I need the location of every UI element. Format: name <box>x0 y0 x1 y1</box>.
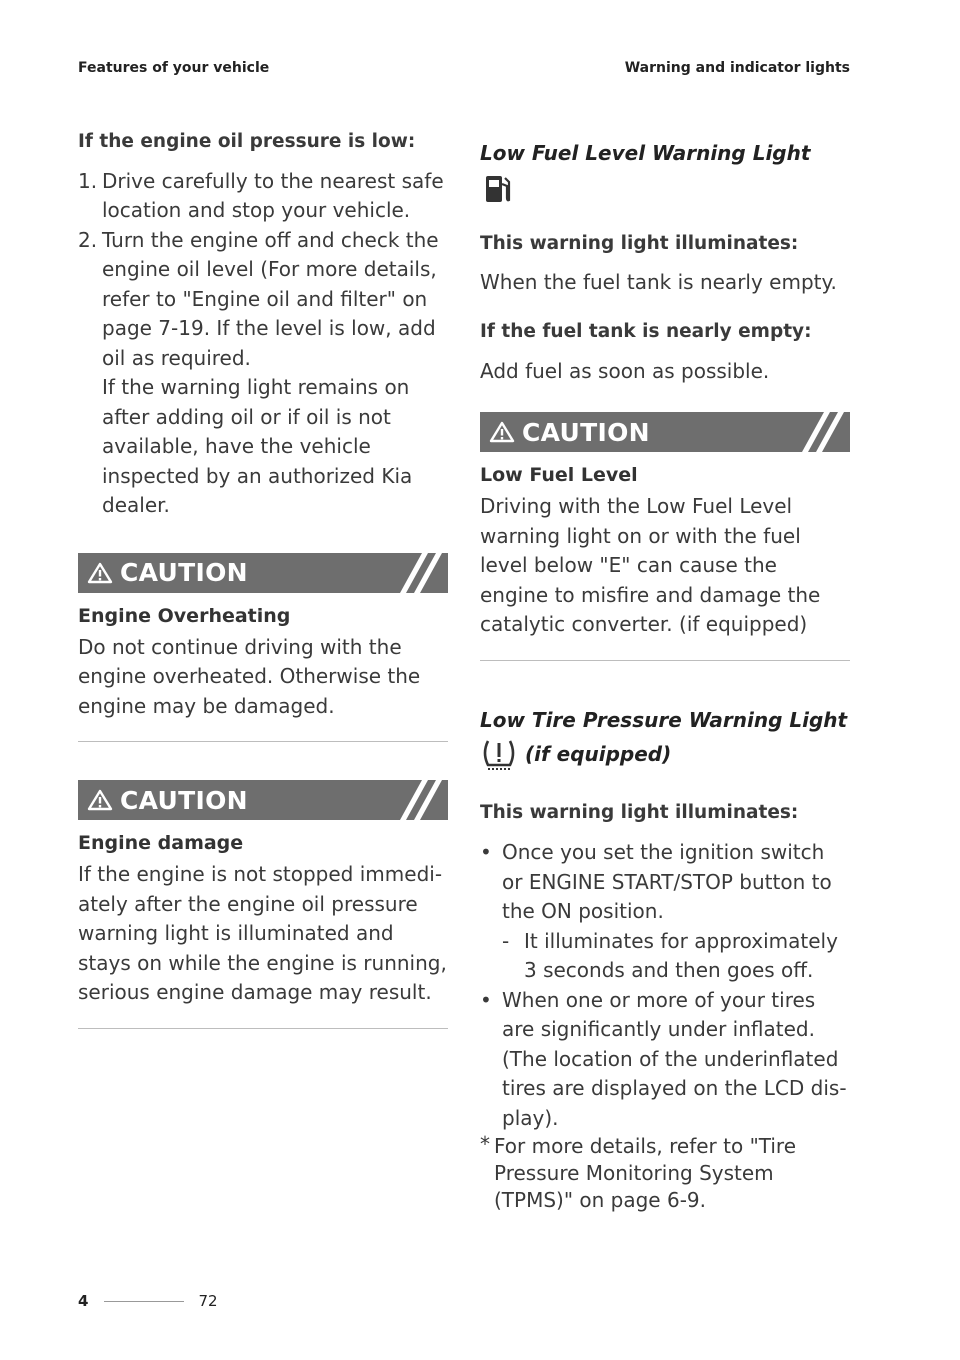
step-text: Drive carefully to the nearest safe location and stop your vehicle. <box>102 168 444 223</box>
asterisk: * <box>480 1132 490 1157</box>
bullet-text: When one or more of your tires are significantly under inflated. (The location of the underinflated tires are displayed on the LCD dis-play). <box>502 987 847 1130</box>
footnote-text: For more details, refer to "Tire Pressure Monitoring System (TPMS)" on page 6-9. <box>494 1134 797 1213</box>
list-item <box>480 986 850 1134</box>
fuel-warning-title-text: Low Fuel Level Warning Light <box>480 141 811 165</box>
fuel-illum-heading: This warning light illuminates: <box>480 232 799 254</box>
list-item <box>78 167 448 226</box>
tire-bullets <box>480 838 850 927</box>
caution-banner <box>78 553 448 593</box>
list-item <box>78 226 448 521</box>
caution-label: CAUTION <box>120 785 248 815</box>
running-header-left: Features of your vehicle <box>78 60 270 76</box>
caution-title: Engine Overheating <box>78 604 291 627</box>
oil-steps-list <box>78 167 448 521</box>
divider <box>480 660 850 661</box>
fuel-illum-text: When the fuel tank is nearly empty. <box>480 270 837 295</box>
right-column <box>480 136 850 1214</box>
caution-label: CAUTION <box>522 417 650 447</box>
caution-title: Low Fuel Level <box>480 464 638 487</box>
tire-bullets <box>480 986 850 1134</box>
caution-slash-decoration <box>378 553 448 593</box>
footer-rule <box>104 1301 184 1302</box>
caution-text: Driving with the Low Fuel Level warning light on or with the fuel level below "E" can cause the engine to misfire and damage the catalytic converter. (if equipped) <box>480 494 821 637</box>
caution-text: If the engine is not stopped immedi-ately after the engine oil pressure warning light is illuminated and stays on while the engine is running, serious engine damage may result. <box>78 862 447 1005</box>
divider <box>78 1028 448 1029</box>
bullet-dot: • <box>480 987 492 1012</box>
left-column <box>78 130 448 1029</box>
bullet-dot: • <box>480 840 492 865</box>
caution-title: Engine damage <box>78 832 244 855</box>
divider <box>78 741 448 742</box>
footnote <box>480 1133 850 1214</box>
step-number: 1. <box>78 168 98 193</box>
tire-warning-title <box>480 703 850 774</box>
tire-pressure-icon <box>480 737 518 773</box>
caution-banner <box>78 780 448 820</box>
page-number: 72 <box>198 1292 218 1310</box>
tire-warning-title-suffix: (if equipped) <box>524 741 672 766</box>
tire-illum-heading: This warning light illuminates: <box>480 802 799 824</box>
fuel-empty-heading: If the fuel tank is nearly empty: <box>480 320 812 342</box>
caution-slash-decoration <box>378 780 448 820</box>
step-followup: If the warning light remains on after adding oil or if oil is not available, have the vehicle inspected by an authorized Kia dealer. <box>102 375 413 518</box>
oil-pressure-heading: If the engine oil pressure is low: <box>78 131 416 152</box>
sub-item-text: It illuminates for approximately 3 seconds and then goes off. <box>524 928 838 983</box>
warning-triangle-icon <box>86 561 114 585</box>
fuel-warning-title <box>480 136 850 206</box>
warning-triangle-icon <box>488 420 516 444</box>
fuel-empty-text: Add fuel as soon as possible. <box>480 358 770 383</box>
dash-mark: - <box>502 928 510 953</box>
fuel-pump-icon <box>480 172 514 206</box>
list-item <box>480 838 850 927</box>
page-footer <box>78 1292 218 1310</box>
sub-item <box>502 927 850 986</box>
step-number: 2. <box>78 227 98 252</box>
caution-slash-decoration <box>780 412 850 452</box>
tire-warning-title-text: Low Tire Pressure Warning Light <box>480 707 848 732</box>
chapter-number: 4 <box>78 1292 89 1310</box>
running-header-right: Warning and indicator lights <box>624 60 850 76</box>
bullet-text: Once you set the ignition switch or ENGINE START/STOP button to the ON position. <box>502 840 832 924</box>
warning-triangle-icon <box>86 788 114 812</box>
step-text: Turn the engine off and check the engine oil level (For more details, refer to "Engine oil and filter" on page 7-19. If the level is low, add oil as required. <box>102 227 439 370</box>
caution-banner <box>480 412 850 452</box>
caution-text: Do not continue driving with the engine overheated. Otherwise the engine may be damaged. <box>78 634 421 718</box>
caution-label: CAUTION <box>120 558 248 588</box>
